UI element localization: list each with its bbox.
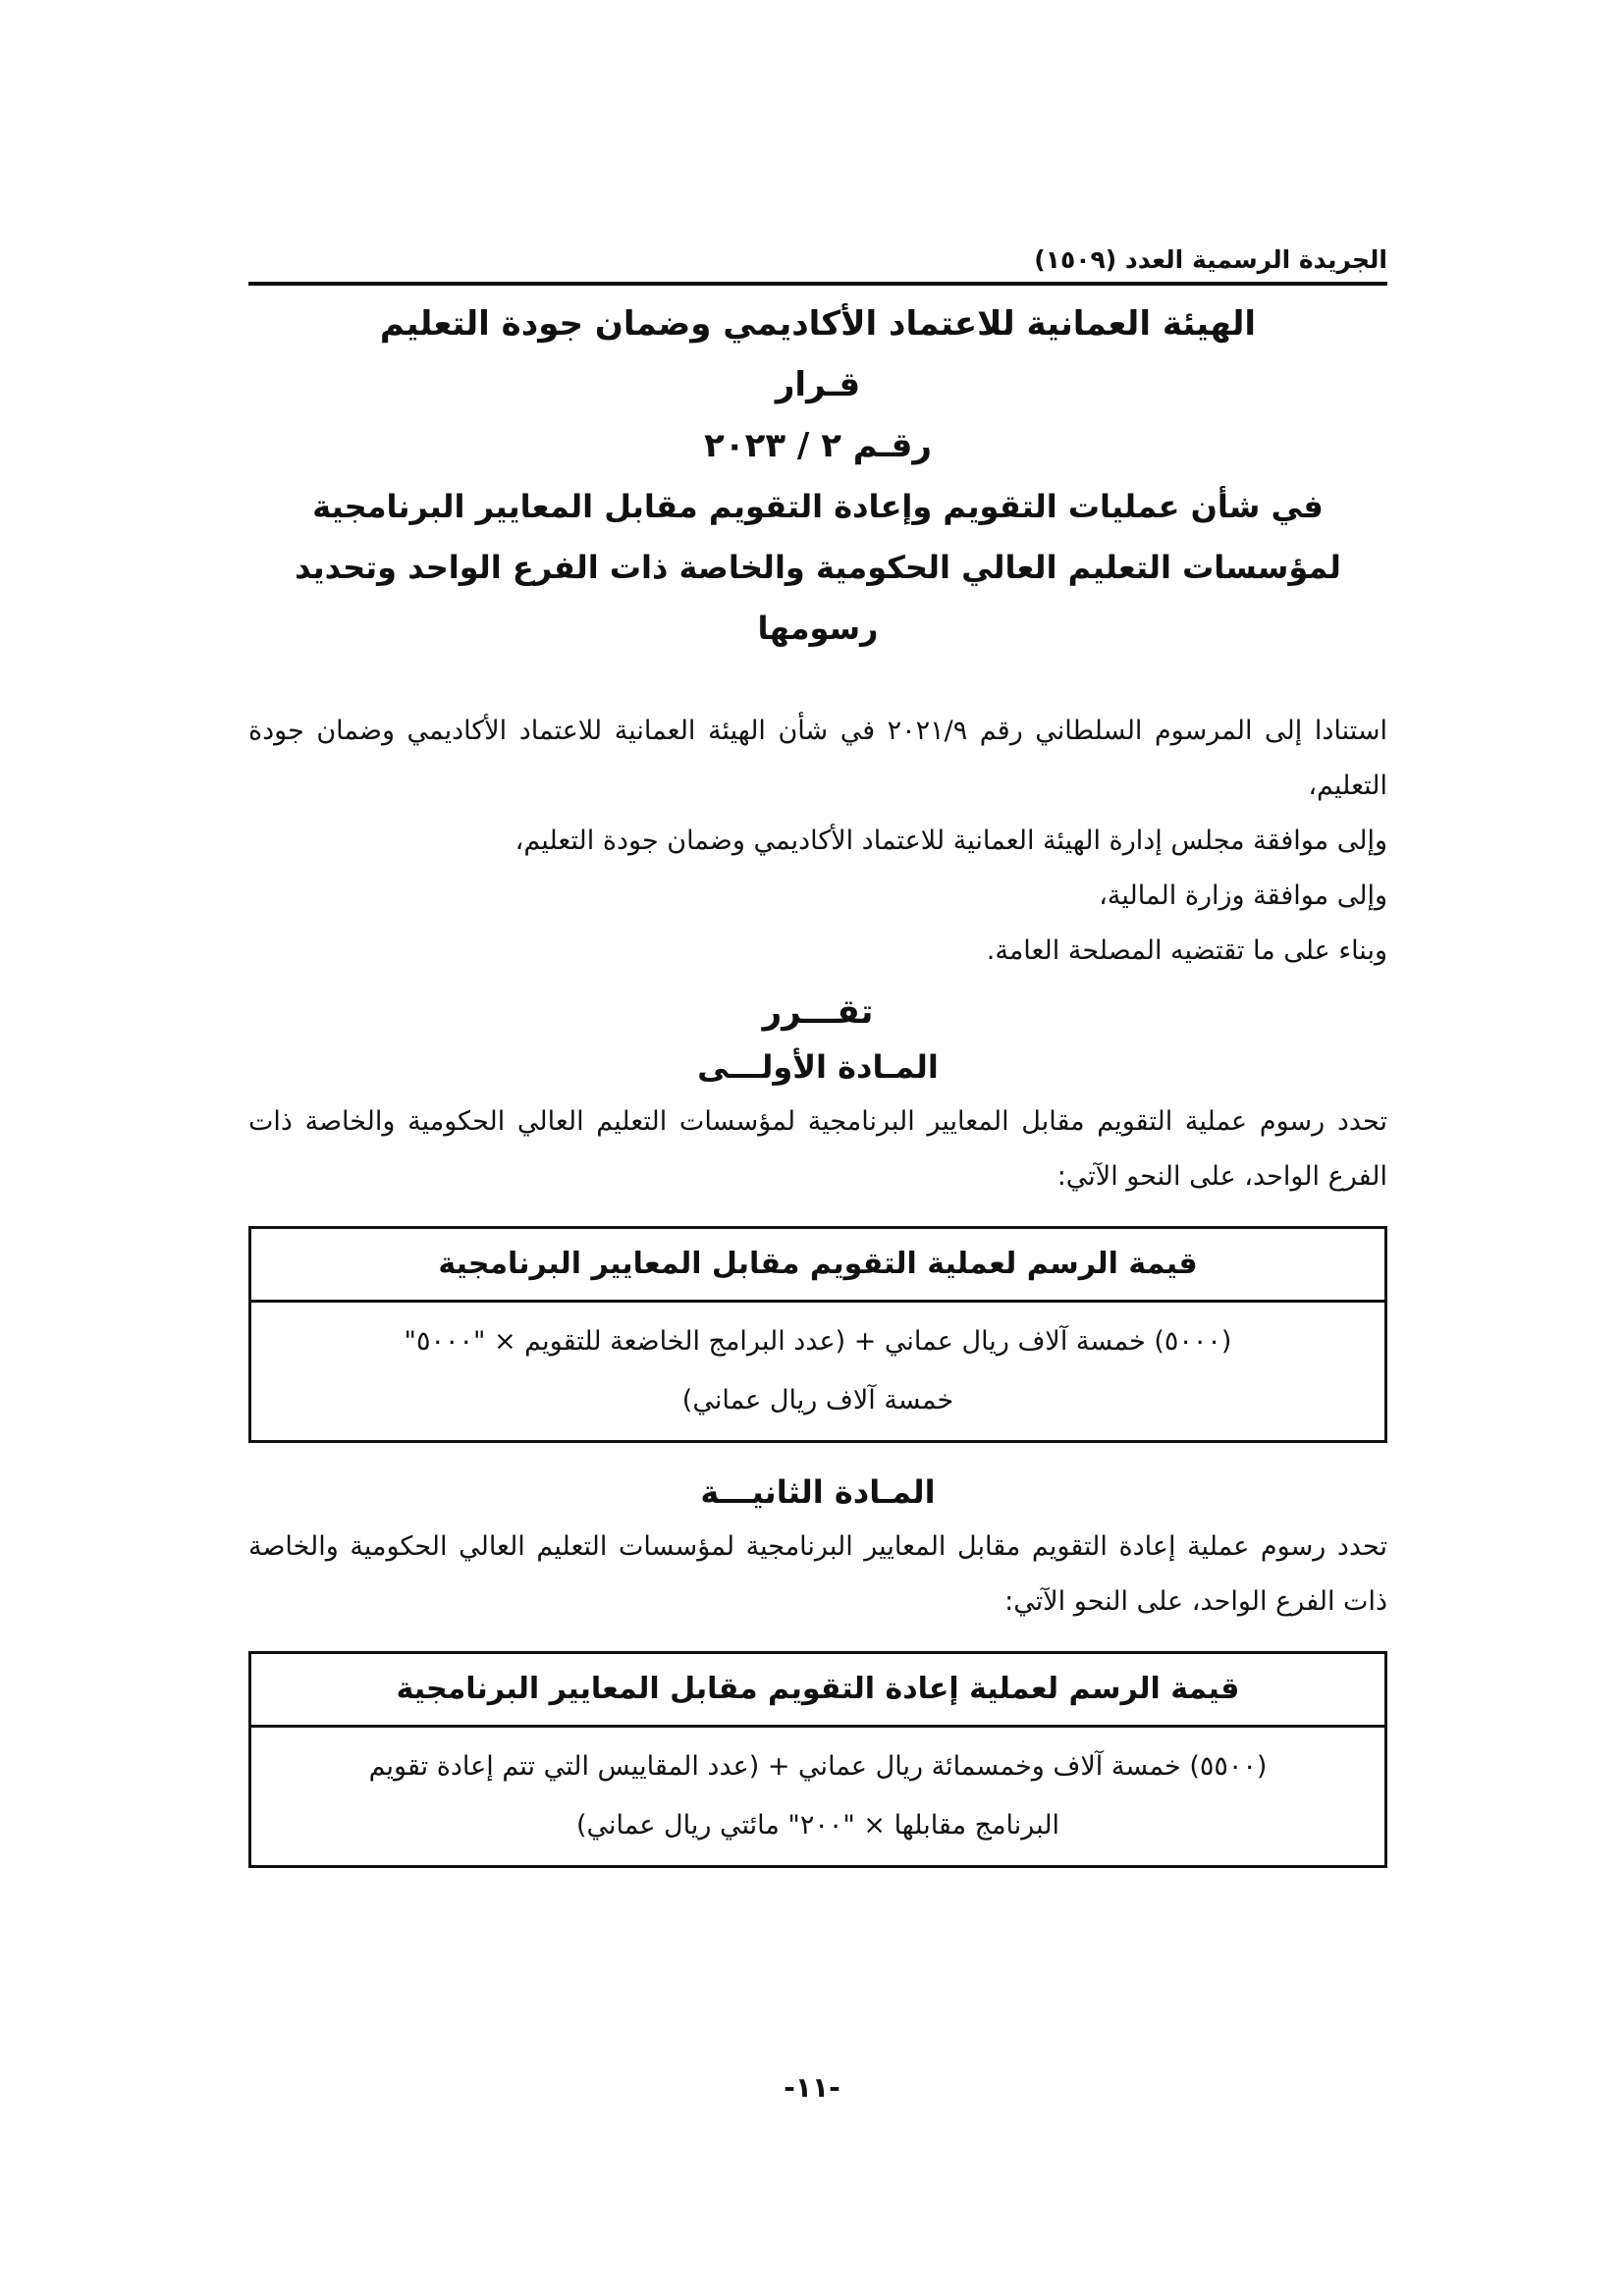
decision-number: رقـم ٢ / ٢٠٢٣ [704,426,932,465]
fee-formula-line: البرنامج مقابلها × "٢٠٠" مائتي ريال عماني) [575,1810,1060,1841]
preamble-clause: استنادا إلى المرسوم السلطاني رقم ٢٠٢١/٩ في شأن الهيئة العمانية للاعتماد الأكاديمي وضمان جودة التعليم، [248,716,1387,801]
fee-formula-line: (٥٥٠٠) خمسة آلاف وخمسمائة ريال عماني + (عدد المقاييس التي تتم إعادة تقويم [368,1751,1268,1782]
authority-name: الهيئة العمانية للاعتماد الأكاديمي وضمان جودة التعليم [379,304,1257,344]
article-2-title: المـادة الثانيـــة [700,1473,936,1511]
subject-line-2: لمؤسسات التعليم العالي الحكومية والخاصة ذات الفرع الواحد وتحديد رسومها [295,549,1341,647]
fee-formula-line: (٥٠٠٠) خمسة آلاف ريال عماني + (عدد البرامج الخاضعة للتقويم × "٥٠٠٠" [404,1326,1232,1357]
document-type: قـرار [775,365,861,404]
decree-word: تقـــرر [762,992,874,1032]
page-number: -١١- [784,2071,840,2104]
running-header: الجريدة الرسمية العدد (١٥٠٩) [248,245,1387,286]
article-1-fee-box-body [251,1303,1384,1440]
gazette-page [248,245,1387,1890]
decision-title-block [248,294,1387,659]
article-2-body: تحدد رسوم عملية إعادة التقويم مقابل المعايير البرنامجية لمؤسسات التعليم العالي الحكومية والخاصة ذات الفرع الواحد، على النحو الآتي: [248,1531,1387,1617]
article-1-title: المـادة الأولـــى [697,1048,939,1086]
article-1-fee-box-title: قيمة الرسم لعملية التقويم مقابل المعايير البرنامجية [251,1229,1384,1303]
article-2-fee-box [248,1651,1387,1868]
preamble-clause: وإلى موافقة مجلس إدارة الهيئة العمانية للاعتماد الأكاديمي وضمان جودة التعليم، [514,826,1387,856]
article-2 [248,1465,1387,1868]
article-1-fee-box [248,1226,1387,1443]
subject-line-1: في شأن عمليات التقويم وإعادة التقويم مقابل المعايير البرنامجية [312,488,1324,525]
article-2-fee-box-body [251,1728,1384,1865]
article-1 [248,1040,1387,1443]
article-2-fee-box-title: قيمة الرسم لعملية إعادة التقويم مقابل المعايير البرنامجية [251,1654,1384,1728]
article-1-body: تحدد رسوم عملية التقويم مقابل المعايير البرنامجية لمؤسسات التعليم العالي الحكومية والخاصة ذات الفرع الواحد، على النحو الآتي: [248,1106,1387,1192]
fee-formula-line: خمسة آلاف ريال عماني) [681,1385,954,1415]
preamble [248,704,1387,979]
preamble-clause: وإلى موافقة وزارة المالية، [1099,881,1387,911]
preamble-clause: وبناء على ما تقتضيه المصلحة العامة. [986,935,1387,966]
